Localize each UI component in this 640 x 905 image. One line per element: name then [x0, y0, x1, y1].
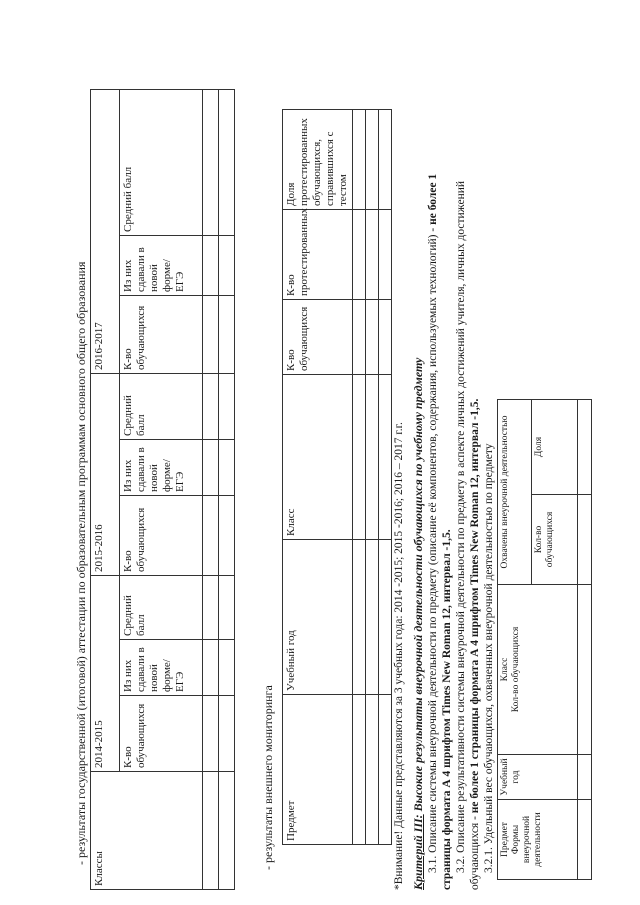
- form-label: Формы внеурочной деятельности: [511, 812, 543, 867]
- new-form-header: Из них сдавали в новой форме/ЕГЭ: [120, 640, 203, 696]
- empty-cell: [366, 695, 379, 845]
- empty-cell: [219, 235, 235, 295]
- empty-cell: [203, 373, 219, 439]
- students-count-header: К-во обучающихся: [120, 495, 203, 575]
- empty-cell: [219, 772, 235, 890]
- paragraph-3-1-bold: не более 1: [427, 173, 439, 225]
- attestation-results-table: [90, 89, 235, 890]
- empty-cell: [366, 375, 379, 540]
- table-row: [353, 110, 366, 845]
- empty-cell: [353, 695, 366, 845]
- subject-header: Предмет: [283, 695, 353, 845]
- empty-cell: [379, 110, 392, 210]
- state-attestation-heading: - результаты государственной (итоговой) аттестации по образовательным программам основного общего образования: [74, 261, 88, 865]
- empty-cell: [353, 540, 366, 695]
- criterion-heading: [412, 358, 425, 890]
- subject-label: Предмет: [500, 822, 510, 857]
- criterion-prefix: Критерий III:: [411, 814, 425, 890]
- tested-share-header: Доля протестированных обучающихся, справившихся с тестом: [283, 110, 353, 210]
- empty-cell: [203, 772, 219, 890]
- empty-cell: [366, 540, 379, 695]
- empty-cell: [578, 755, 592, 800]
- empty-cell: [578, 495, 592, 585]
- covered-header: Охвачены внеурочной деятельностью: [498, 400, 532, 585]
- empty-cell: [219, 439, 235, 495]
- empty-cell: [366, 300, 379, 375]
- external-monitoring-table: [282, 109, 392, 845]
- external-monitoring-heading: - результаты внешнего мониторинга: [261, 685, 275, 870]
- students-count-header: К-во обучающихся: [120, 295, 203, 373]
- class-count-header: [498, 585, 578, 755]
- empty-cell: [219, 575, 235, 639]
- year-2015-2016-header: 2015-2016: [91, 373, 120, 575]
- students-count-header: К-во обучающихся: [283, 300, 353, 375]
- average-score-header: Средний балл: [120, 89, 203, 235]
- paragraph-3-2-bold: не более 1 страницы формата А 4 шрифтом Times New Roman 12, интервал -1,5.: [469, 398, 481, 814]
- classes-header: Классы: [91, 772, 203, 890]
- empty-cell: [379, 695, 392, 845]
- table-row: [578, 400, 592, 880]
- paragraph-3-2-cont: [469, 399, 482, 890]
- paragraph-3-2: 3.2. Описание результативности системы внеурочной деятельности по предмету в аспекте личных достижений учителя, личных достижений: [455, 180, 467, 873]
- empty-cell: [353, 375, 366, 540]
- empty-cell: [203, 696, 219, 772]
- paragraph-3-2-cont-text: обучающихся -: [469, 813, 481, 890]
- extracurricular-coverage-table: [497, 399, 592, 880]
- empty-cell: [366, 110, 379, 210]
- empty-cell: [203, 295, 219, 373]
- academic-year-header: Учебный год: [283, 540, 353, 695]
- class-label: Класс: [500, 657, 510, 682]
- empty-cell: [203, 640, 219, 696]
- empty-cell: [353, 210, 366, 300]
- empty-cell: [578, 400, 592, 495]
- year-2014-2015-header: 2014-2015: [91, 575, 120, 771]
- empty-cell: [219, 295, 235, 373]
- paragraph-3-1-text: 3.1. Описание системы внеурочной деятельности по предмету (описание её компонентов, содержания, используемых технологий) -: [427, 224, 439, 873]
- table-row: [379, 110, 392, 845]
- empty-cell: [219, 89, 235, 235]
- empty-cell: [219, 640, 235, 696]
- criterion-title: Высокие результаты внеурочной деятельности обучающихся по учебному предмету: [411, 357, 425, 815]
- table-row: [203, 89, 219, 889]
- empty-cell: [379, 375, 392, 540]
- paragraph-3-1-cont: страницы формата А 4 шрифтом Times New Roman 12, интервал -1,5.: [441, 529, 453, 890]
- empty-cell: [203, 235, 219, 295]
- warning-note: *Внимание! Данные представляются за 3 учебных года: 2014 -2015; 2015 -2016; 2016 – 2017 г.г.: [393, 422, 405, 890]
- empty-cell: [578, 585, 592, 755]
- empty-cell: [219, 373, 235, 439]
- table-row: [366, 110, 379, 845]
- empty-cell: [353, 300, 366, 375]
- share-header: Доля: [532, 400, 578, 495]
- empty-cell: [203, 89, 219, 235]
- paragraph-3-1: [427, 174, 440, 873]
- empty-cell: [203, 495, 219, 575]
- paragraph-3-2-1: 3.2.1. Удельный вес обучающихся, охваченных внеурочной деятельностью по предмету: [483, 443, 495, 873]
- empty-cell: [379, 210, 392, 300]
- new-form-header: Из них сдавали в новой форме/ЕГЭ: [120, 235, 203, 295]
- empty-cell: [219, 495, 235, 575]
- empty-cell: [219, 696, 235, 772]
- empty-cell: [366, 210, 379, 300]
- empty-cell: [203, 575, 219, 639]
- table-row: [219, 89, 235, 889]
- students-count-header: К-во обучающихся: [120, 696, 203, 772]
- empty-cell: [578, 800, 592, 880]
- new-form-header: Из них сдавали в новой форме/ЕГЭ: [120, 439, 203, 495]
- class-header: Класс: [283, 375, 353, 540]
- tested-count-header: К-во протестированных: [283, 210, 353, 300]
- year-2016-2017-header: 2016-2017: [91, 89, 120, 373]
- empty-cell: [203, 439, 219, 495]
- empty-cell: [379, 300, 392, 375]
- empty-cell: [353, 110, 366, 210]
- average-score-header: Средний балл: [120, 575, 203, 639]
- average-score-header: Средний балл: [120, 373, 203, 439]
- students-count-label: Кол-во обучающихся: [511, 626, 521, 713]
- empty-cell: [379, 540, 392, 695]
- academic-year-header: Учебный год: [498, 755, 578, 800]
- covered-count-header: Кол-во обучающихся: [532, 495, 578, 585]
- subject-form-header: [498, 800, 578, 880]
